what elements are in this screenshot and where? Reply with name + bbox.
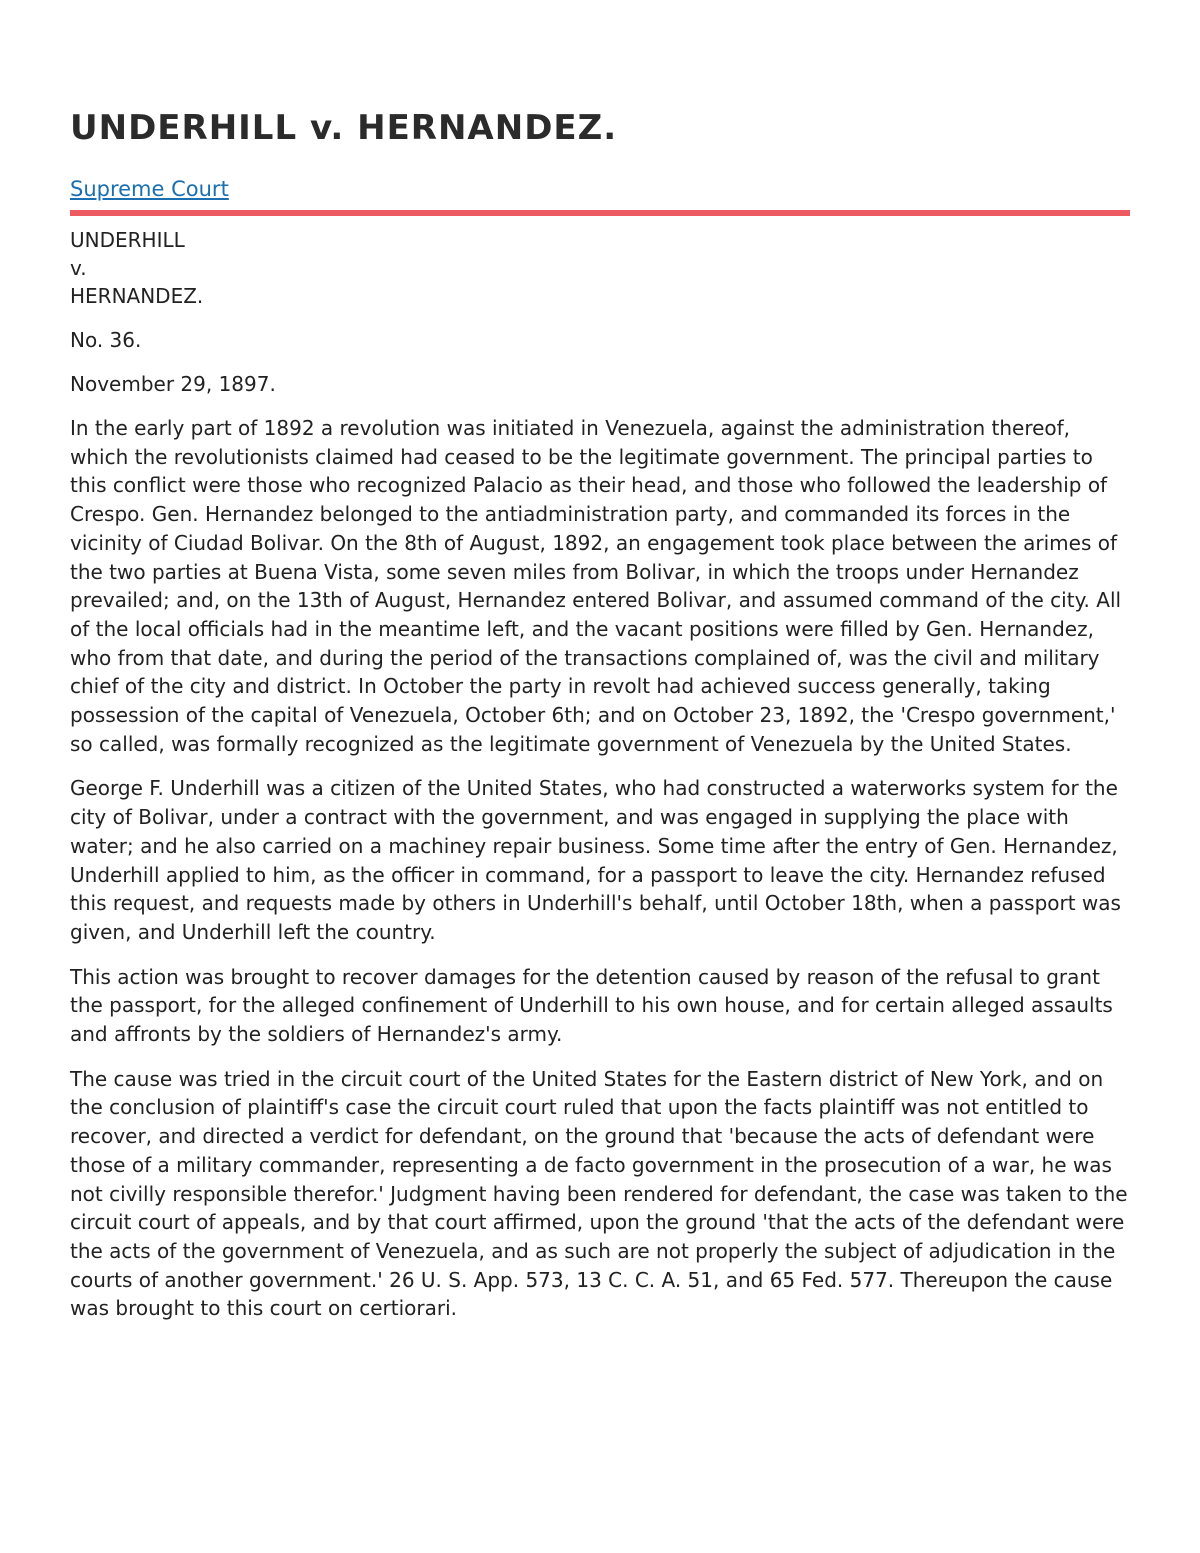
- body-paragraph: In the early part of 1892 a revolution was initiated in Venezuela, against the administration thereof, which the revolutionists claimed had ceased to be the legitimate government. The principal parties to this conflict were those who recognized Palacio as their head, and those who followed the leadership of Crespo. Gen. Hernandez belonged to the antiadministration party, and commanded its forces in the vicinity of Ciudad Bolivar. On the 8th of August, 1892, an engagement took place between the arimes of the two parties at Buena Vista, some seven miles from Bolivar, in which the troops under Hernandez prevailed; and, on the 13th of August, Hernandez entered Bolivar, and assumed command of the city. All of the local officials had in the meantime left, and the vacant positions were filled by Gen. Hernandez, who from that date, and during the period of the transactions complained of, was the civil and military chief of the city and district. In October the party in revolt had achieved success generally, taking possession of the capital of Venezuela, October 6th; and on October 23, 1892, the 'Crespo government,' so called, was formally recognized as the legitimate government of Venezuela by the United States.: [70, 416, 1122, 756]
- caption-party-2: HERNANDEZ.: [70, 284, 204, 308]
- body-paragraph: The cause was tried in the circuit court of the United States for the Eastern district of New York, and on the conclusion of plaintiff's case the circuit court ruled that upon the facts plaintiff was not entitled to recover, and directed a verdict for defendant, on the ground that 'because the acts of defendant were those of a military commander, representing a de facto government in the prosecution of a war, he was not civilly responsible therefor.' Judgment having been rendered for defendant, the case was taken to the circuit court of appeals, and by that court affirmed, upon the ground 'that the acts of the defendant were the acts of the government of Venezuela, and as such are not properly the subject of adjudication in the courts of another government.' 26 U. S. App. 573, 13 C. C. A. 51, and 65 Fed. 577. Thereupon the cause was brought to this court on certiorari.: [70, 1066, 1128, 1321]
- decision-date: November 29, 1897.: [70, 372, 276, 396]
- document-page: [70, 0, 1130, 1323]
- caption-party-1: UNDERHILL: [70, 228, 185, 252]
- body-paragraph: George F. Underhill was a citizen of the United States, who had constructed a waterworks system for the city of Bolivar, under a contract with the government, and was engaged in supplying the place with water; and he also carried on a machiney repair business. Some time after the entry of Gen. Hernandez, Underhill applied to him, as the officer in command, for a passport to leave the city. Hernandez refused this request, and requests made by others in Underhill's behalf, until October 18th, when a passport was given, and Underhill left the country.: [70, 776, 1121, 944]
- caption-versus: v.: [70, 256, 87, 280]
- body-paragraph: This action was brought to recover damages for the detention caused by reason of the refusal to grant the passport, for the alleged confinement of Underhill to his own house, and for certain alleged assaults and affronts by the soldiers of Hernandez's army.: [70, 964, 1113, 1047]
- supreme-court-link[interactable]: Supreme Court: [70, 177, 229, 201]
- case-caption: [70, 226, 1130, 310]
- title-divider: [70, 210, 1130, 216]
- page-title: UNDERHILL v. HERNANDEZ.: [70, 108, 618, 148]
- docket-number: No. 36.: [70, 328, 142, 352]
